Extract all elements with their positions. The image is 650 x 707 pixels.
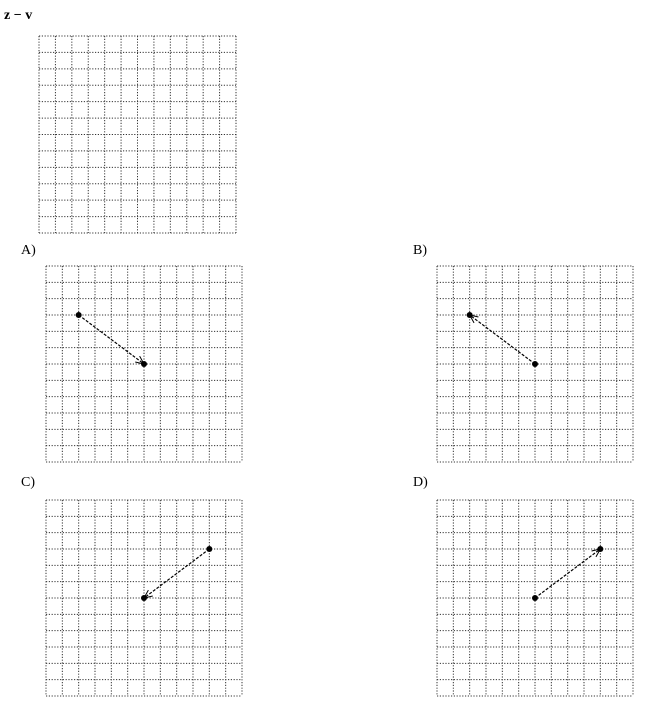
- choice-a-grid[interactable]: [46, 266, 242, 462]
- choice-c-label: C): [21, 475, 35, 490]
- blank-answer-grid: [39, 36, 236, 233]
- choice-c-grid[interactable]: [46, 500, 242, 696]
- vector-tail-point: [532, 361, 538, 367]
- vector-head-point: [597, 546, 603, 552]
- choice-a-label: A): [21, 243, 36, 258]
- choice-b-label: B): [413, 243, 427, 258]
- problem-expression: z − v: [4, 8, 33, 23]
- vector-tail-point: [76, 312, 82, 318]
- choice-d-grid[interactable]: [437, 500, 633, 696]
- choice-d-label: D): [413, 475, 428, 490]
- choice-b-grid[interactable]: [437, 266, 633, 462]
- vector-head-point: [141, 361, 147, 367]
- vector-tail-point: [206, 546, 212, 552]
- vector-tail-point: [532, 595, 538, 601]
- vector-head-point: [141, 595, 147, 601]
- vector-head-point: [467, 312, 473, 318]
